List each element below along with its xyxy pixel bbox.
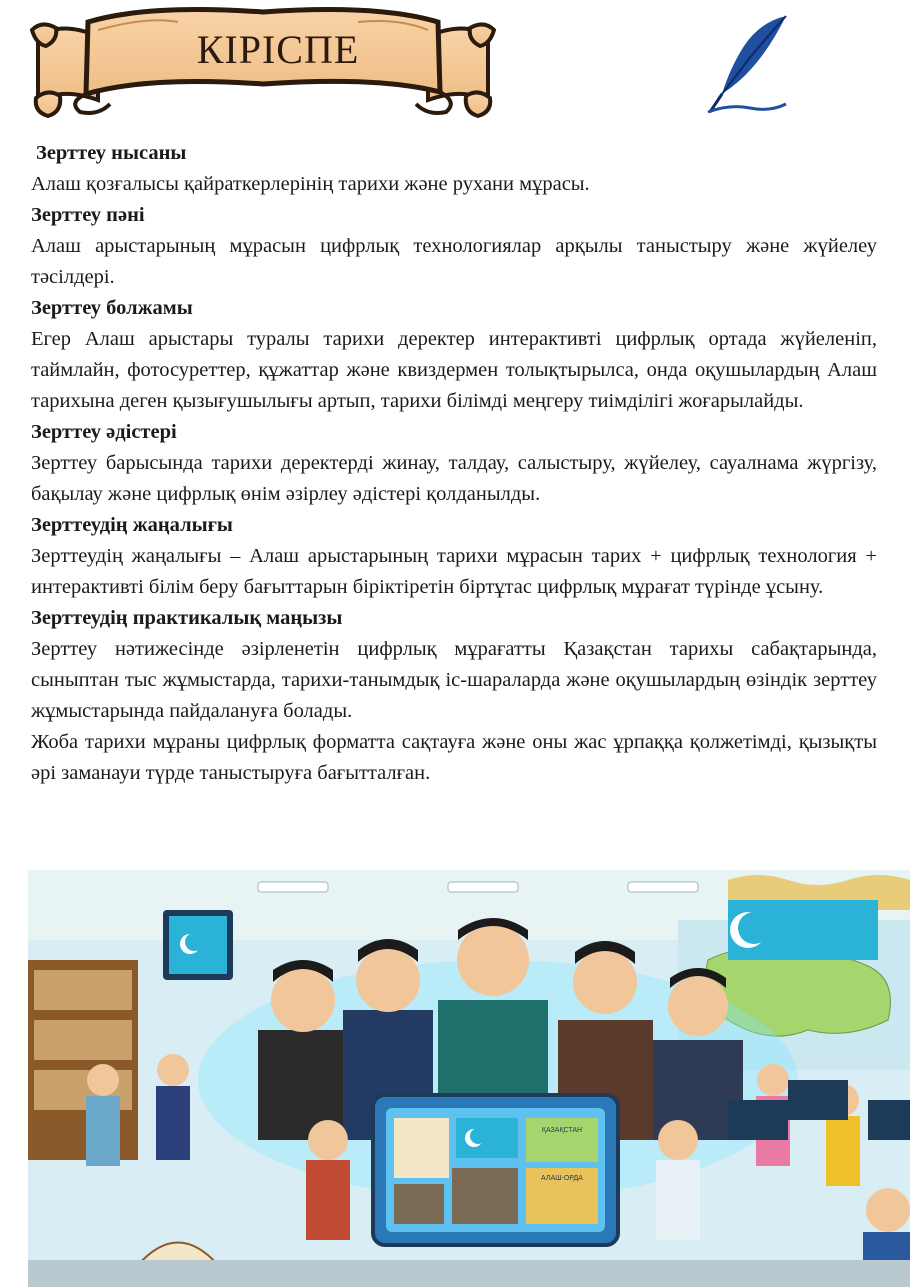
section-heading-object: Зерттеу нысаны — [36, 142, 187, 164]
scroll-banner — [28, 0, 498, 128]
section-text-practical: Зерттеу нәтижесінде әзірленетін цифрлық мұрағатты Қазақстан тарихы сабақтарында, сыныптан тыс жұмыстарда, тарихи-танымдық іс-шараларда және оқушылардың өзіндік зерттеу жұмыстарында пайдалануға болады. — [31, 638, 877, 722]
section-text-hypothesis: Егер Алаш арыстары туралы тарихи деректер интерактивті цифрлық ортада жүйеленіп, таймлайн, фотосуреттер, құжаттар және квиздермен толықтырылса, онда оқушылардың Алаш тарихына деген қызығушылығы артып, тарихи білімді меңгеру тиімділігі жоғарылайды. — [31, 328, 877, 412]
section-text-subject: Алаш арыстарының мұрасын цифрлық технологиялар арқылы таныстыру және жүйелеу тәсілдері. — [31, 235, 877, 288]
section-text-object: Алаш қозғалысы қайраткерлерінің тарихи және рухани мұрасы. — [31, 173, 590, 195]
section-heading-practical: Зерттеудің практикалық маңызы — [31, 607, 343, 629]
section-heading-methods: Зерттеу әдістері — [31, 421, 177, 443]
section-text-methods: Зерттеу барысында тарихи деректерді жинау, талдау, салыстыру, жүйелеу, сауалнама жүргізу, бақылау және цифрлық өнім әзірлеу әдістері қолданылды. — [31, 452, 877, 505]
screen-label-alash-orda: АЛАШ-ОРДА — [541, 1175, 583, 1182]
section-heading-subject: Зерттеу пәні — [31, 204, 145, 226]
screen-label-kazakhstan: ҚАЗАҚСТАН — [541, 1127, 583, 1134]
digital-archive-illustration — [28, 870, 910, 1287]
page-title: КІРІСПЕ — [196, 27, 360, 72]
introduction-body — [31, 138, 877, 789]
section-text-novelty: Зерттеудің жаңалығы – Алаш арыстарының тарихи мұрасын тарих + цифрлық технология + интерактивті білім беру бағыттарын біріктіретін біртұтас цифрлық мұрағат түрінде ұсыну. — [31, 545, 877, 598]
section-heading-hypothesis: Зерттеу болжамы — [31, 297, 193, 319]
section-text-project-goal: Жоба тарихи мұраны цифрлық форматта сақтауға және оны жас ұрпаққа қолжетімді, қызықты әрі заманауи түрде таныстыруға бағытталған. — [31, 731, 877, 784]
section-heading-novelty: Зерттеудің жаңалығы — [31, 514, 233, 536]
quill-icon — [700, 12, 795, 117]
